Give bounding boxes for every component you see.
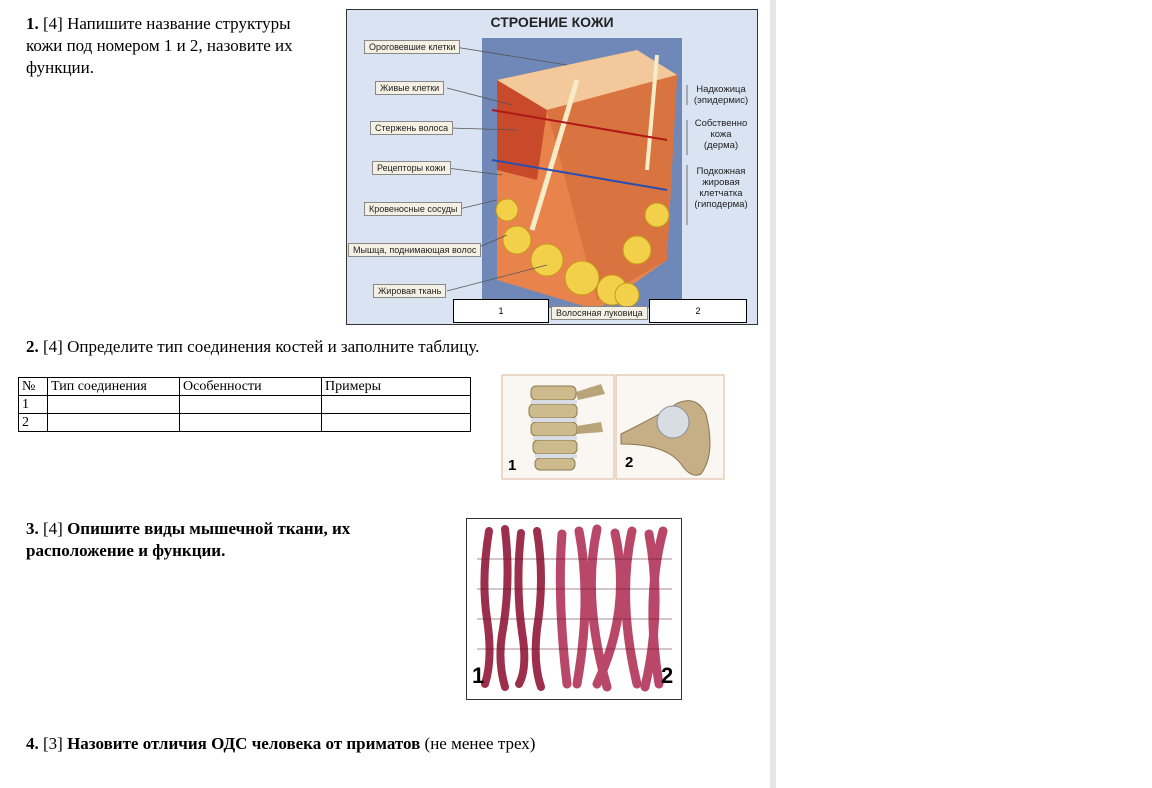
question-3 xyxy=(26,518,426,562)
hypodermis-line-2: жировая xyxy=(702,177,740,188)
hypodermis-line-1: Подкожная xyxy=(696,166,746,177)
question-1-points: [4] xyxy=(43,14,63,33)
table-cell[interactable] xyxy=(48,414,180,432)
label-skin-receptors: Рецепторы кожи xyxy=(372,161,451,175)
label-dermis xyxy=(689,118,753,151)
table-cell: 2 xyxy=(19,414,48,432)
label-living-cells: Живые клетки xyxy=(375,81,444,95)
header-examples: Примеры xyxy=(322,378,471,396)
muscle-figure-label-2: 2 xyxy=(661,663,674,688)
skin-structure-figure xyxy=(346,9,758,325)
muscle-fibers-illustration xyxy=(467,519,681,699)
question-4-plain-text: (не менее трех) xyxy=(424,734,536,753)
blank-area xyxy=(776,0,1152,788)
table-cell: 1 xyxy=(19,396,48,414)
hypodermis-line-4: (гиподерма) xyxy=(694,199,748,210)
question-2-text: Определите тип соединения костей и заполните таблицу. xyxy=(67,337,480,356)
question-4-bold-text: Назовите отличия ОДС человека от приматов xyxy=(67,734,421,753)
question-2-points: [4] xyxy=(43,337,63,356)
hypodermis-line-3: клетчатка xyxy=(699,188,743,199)
figure-title: СТРОЕНИЕ КОЖИ xyxy=(490,14,614,30)
question-3-number: 3. xyxy=(26,519,39,538)
bone-figure-label-1: 1 xyxy=(508,457,517,474)
table-cell[interactable] xyxy=(322,396,471,414)
epidermis-line-1: Надкожица xyxy=(696,84,746,95)
header-features: Особенности xyxy=(180,378,322,396)
label-hair-shaft: Стержень волоса xyxy=(370,121,453,135)
label-keratinized-cells: Ороговевшие клетки xyxy=(364,40,460,54)
label-hypodermis xyxy=(689,166,753,210)
answer-box-1[interactable]: 1 xyxy=(453,299,549,323)
question-4-number: 4. xyxy=(26,734,39,753)
table-cell[interactable] xyxy=(322,414,471,432)
dermis-line-1: Собственно xyxy=(694,118,748,129)
label-hair-bulb: Волосяная луковица xyxy=(551,306,648,320)
answer-box-2[interactable]: 2 xyxy=(649,299,747,323)
dermis-line-3: (дерма) xyxy=(703,140,739,151)
question-3-points: [4] xyxy=(43,519,63,538)
muscle-figure-label-1: 1 xyxy=(472,663,485,688)
label-arrector-muscle: Мышца, поднимающая волос xyxy=(348,243,481,257)
question-4-points: [3] xyxy=(43,734,63,753)
question-1 xyxy=(26,13,331,79)
muscle-tissue-figure xyxy=(466,518,682,700)
question-2-number: 2. xyxy=(26,337,39,356)
table-cell[interactable] xyxy=(180,396,322,414)
label-epidermis xyxy=(689,84,753,106)
table-cell[interactable] xyxy=(180,414,322,432)
header-joint-type: Тип соединения xyxy=(48,378,180,396)
question-3-text: Опишите виды мышечной ткани, их расположение и функции. xyxy=(26,519,351,560)
table-row xyxy=(19,414,471,432)
table-cell[interactable] xyxy=(48,396,180,414)
table-header-row xyxy=(19,378,471,396)
question-1-number: 1. xyxy=(26,14,39,33)
header-number: № xyxy=(19,378,48,396)
bone-figure-label-2: 2 xyxy=(625,454,634,471)
label-fat-tissue: Жировая ткань xyxy=(373,284,446,298)
table-row xyxy=(19,396,471,414)
label-blood-vessels: Кровеносные сосуды xyxy=(364,202,462,216)
dermis-line-2: кожа xyxy=(710,129,732,140)
question-1-text: Напишите название структуры кожи под номером 1 и 2, назовите их функции. xyxy=(26,14,293,77)
epidermis-line-2: (эпидермис) xyxy=(693,95,749,106)
bone-joints-table xyxy=(18,377,471,432)
bone-joints-illustration xyxy=(501,374,727,482)
bone-joints-figure xyxy=(501,374,727,482)
question-2 xyxy=(26,336,726,358)
question-4 xyxy=(26,733,746,755)
